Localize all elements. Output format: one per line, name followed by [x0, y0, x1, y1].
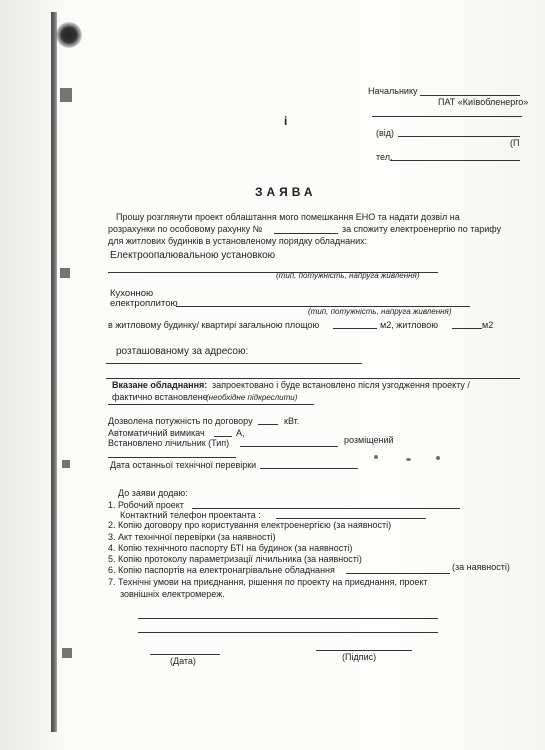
- tel-line: [390, 160, 520, 161]
- meter-location-line: [108, 457, 236, 458]
- meter-label: Встановлено лічильник (Тип): [108, 438, 230, 448]
- area-m2-b: м2: [482, 320, 494, 330]
- hole-punch-mark: [60, 88, 72, 102]
- signature-label: (Підпис): [342, 652, 377, 662]
- hole-punch-mark: [62, 460, 70, 468]
- equipment-label: Вказане обладнання:: [112, 380, 208, 390]
- heating-installation-label: Електроопалювальною установкою: [110, 250, 276, 261]
- blank-line: [372, 116, 522, 117]
- tel-label: тел.: [376, 152, 393, 162]
- kitchen-stove-hint: (тип, потужність, напруга живлення): [308, 307, 452, 316]
- address-line-1: [106, 363, 362, 364]
- addressee-label: Начальнику: [368, 86, 418, 96]
- ink-blot: [436, 456, 440, 460]
- equipment-underline: [108, 404, 314, 405]
- scan-smudge: [56, 22, 82, 48]
- attachment-item-3: 3. Акт технічної перевірки (за наявності): [108, 532, 276, 542]
- project-line: [192, 508, 460, 509]
- kitchen-label-2: електроплитою: [110, 298, 178, 309]
- ink-blot: [374, 455, 378, 459]
- intro-line-2a: розрахунки по особовому рахунку №: [108, 224, 263, 234]
- from-line: [398, 136, 520, 137]
- total-area-line: [333, 328, 377, 329]
- binding-shadow: [51, 12, 57, 732]
- equipment-hint: (необхідне підкреслити): [206, 393, 298, 402]
- allowed-power-unit: кВт.: [284, 416, 300, 426]
- meter-type-line: [240, 446, 338, 447]
- account-number-line: [274, 233, 338, 234]
- address-line-2: [106, 378, 520, 379]
- attachment-item-2: 2. Копію договору про користування електроенергією (за наявності): [108, 520, 392, 530]
- attachment-item-6-note: (за наявності): [452, 562, 510, 572]
- ink-blot: [406, 458, 411, 461]
- company-name: ПАТ «Київобленерго»: [438, 97, 529, 107]
- allowed-power-label: Дозволена потужність по договору: [108, 416, 253, 426]
- attachment-item-7: 7. Технічні умови на приєднання, рішення по проекту на приєднання, проект: [108, 577, 428, 587]
- area-text: в житловому будинку/ квартирі загальною площою: [108, 320, 320, 330]
- equipment-text-2: фактично встановлене: [112, 392, 208, 402]
- designer-phone-label: Контактний телефон проектанта :: [120, 510, 261, 520]
- area-m2-text: м2, житловою: [380, 320, 438, 330]
- living-area-line: [452, 328, 482, 329]
- meter-placed-label: розміщений: [344, 435, 394, 445]
- inspection-label: Дата останньої технічної перевірки: [110, 460, 257, 470]
- breaker-unit: А,: [236, 428, 245, 438]
- attachment-item-6: 6. Копію паспортів на електронагрівальне обладнання: [108, 565, 335, 575]
- breaker-line: [214, 436, 232, 437]
- kitchen-label-1: Кухонною: [110, 288, 154, 299]
- document-title: ЗАЯВА: [255, 185, 317, 199]
- equipment-text-1: запроектовано і буде встановлено після узгодження проекту /: [212, 380, 470, 390]
- attachment-item-7-cont: зовнішніх електромереж.: [120, 589, 225, 599]
- allowed-power-line: [258, 424, 278, 425]
- addressee-line: [420, 95, 520, 96]
- intro-line-3: для житлових будинків в установленому порядку обладнаних:: [108, 236, 368, 246]
- date-label: (Дата): [170, 656, 196, 666]
- attachment-item-5: 5. Копію протоколу параметризації лічильника (за наявності): [108, 554, 362, 564]
- free-line-2: [138, 632, 438, 633]
- handwritten-mark: і: [284, 114, 288, 128]
- p-mark: (П: [510, 138, 520, 148]
- designer-phone-line: [276, 518, 426, 519]
- heating-installation-hint: (тип, потужність, напруга живлення): [276, 271, 420, 280]
- hole-punch-mark: [60, 268, 70, 278]
- hole-punch-mark: [62, 648, 72, 658]
- address-label: розташованому за адресою:: [116, 346, 249, 357]
- free-line-1: [138, 618, 438, 619]
- attachment-item-1: 1. Робочий проект: [108, 500, 184, 510]
- intro-line-2b: за спожиту електроенергію по тарифу: [342, 224, 502, 234]
- inspection-date-line: [260, 468, 358, 469]
- from-label: (від): [376, 128, 395, 138]
- attachment-item-4: 4. Копію технічного паспорту БТІ на будинок (за наявності): [108, 543, 353, 553]
- signature-line: [316, 650, 412, 651]
- intro-line-1: Прошу розглянути проект облаштання мого помешкання ЕНО та надати дозвіл на: [116, 212, 460, 222]
- date-line: [150, 654, 220, 655]
- item-6-line: [346, 573, 450, 574]
- attachments-heading: До заяви додаю:: [118, 488, 188, 498]
- breaker-label: Автоматичний вимикач: [108, 428, 205, 438]
